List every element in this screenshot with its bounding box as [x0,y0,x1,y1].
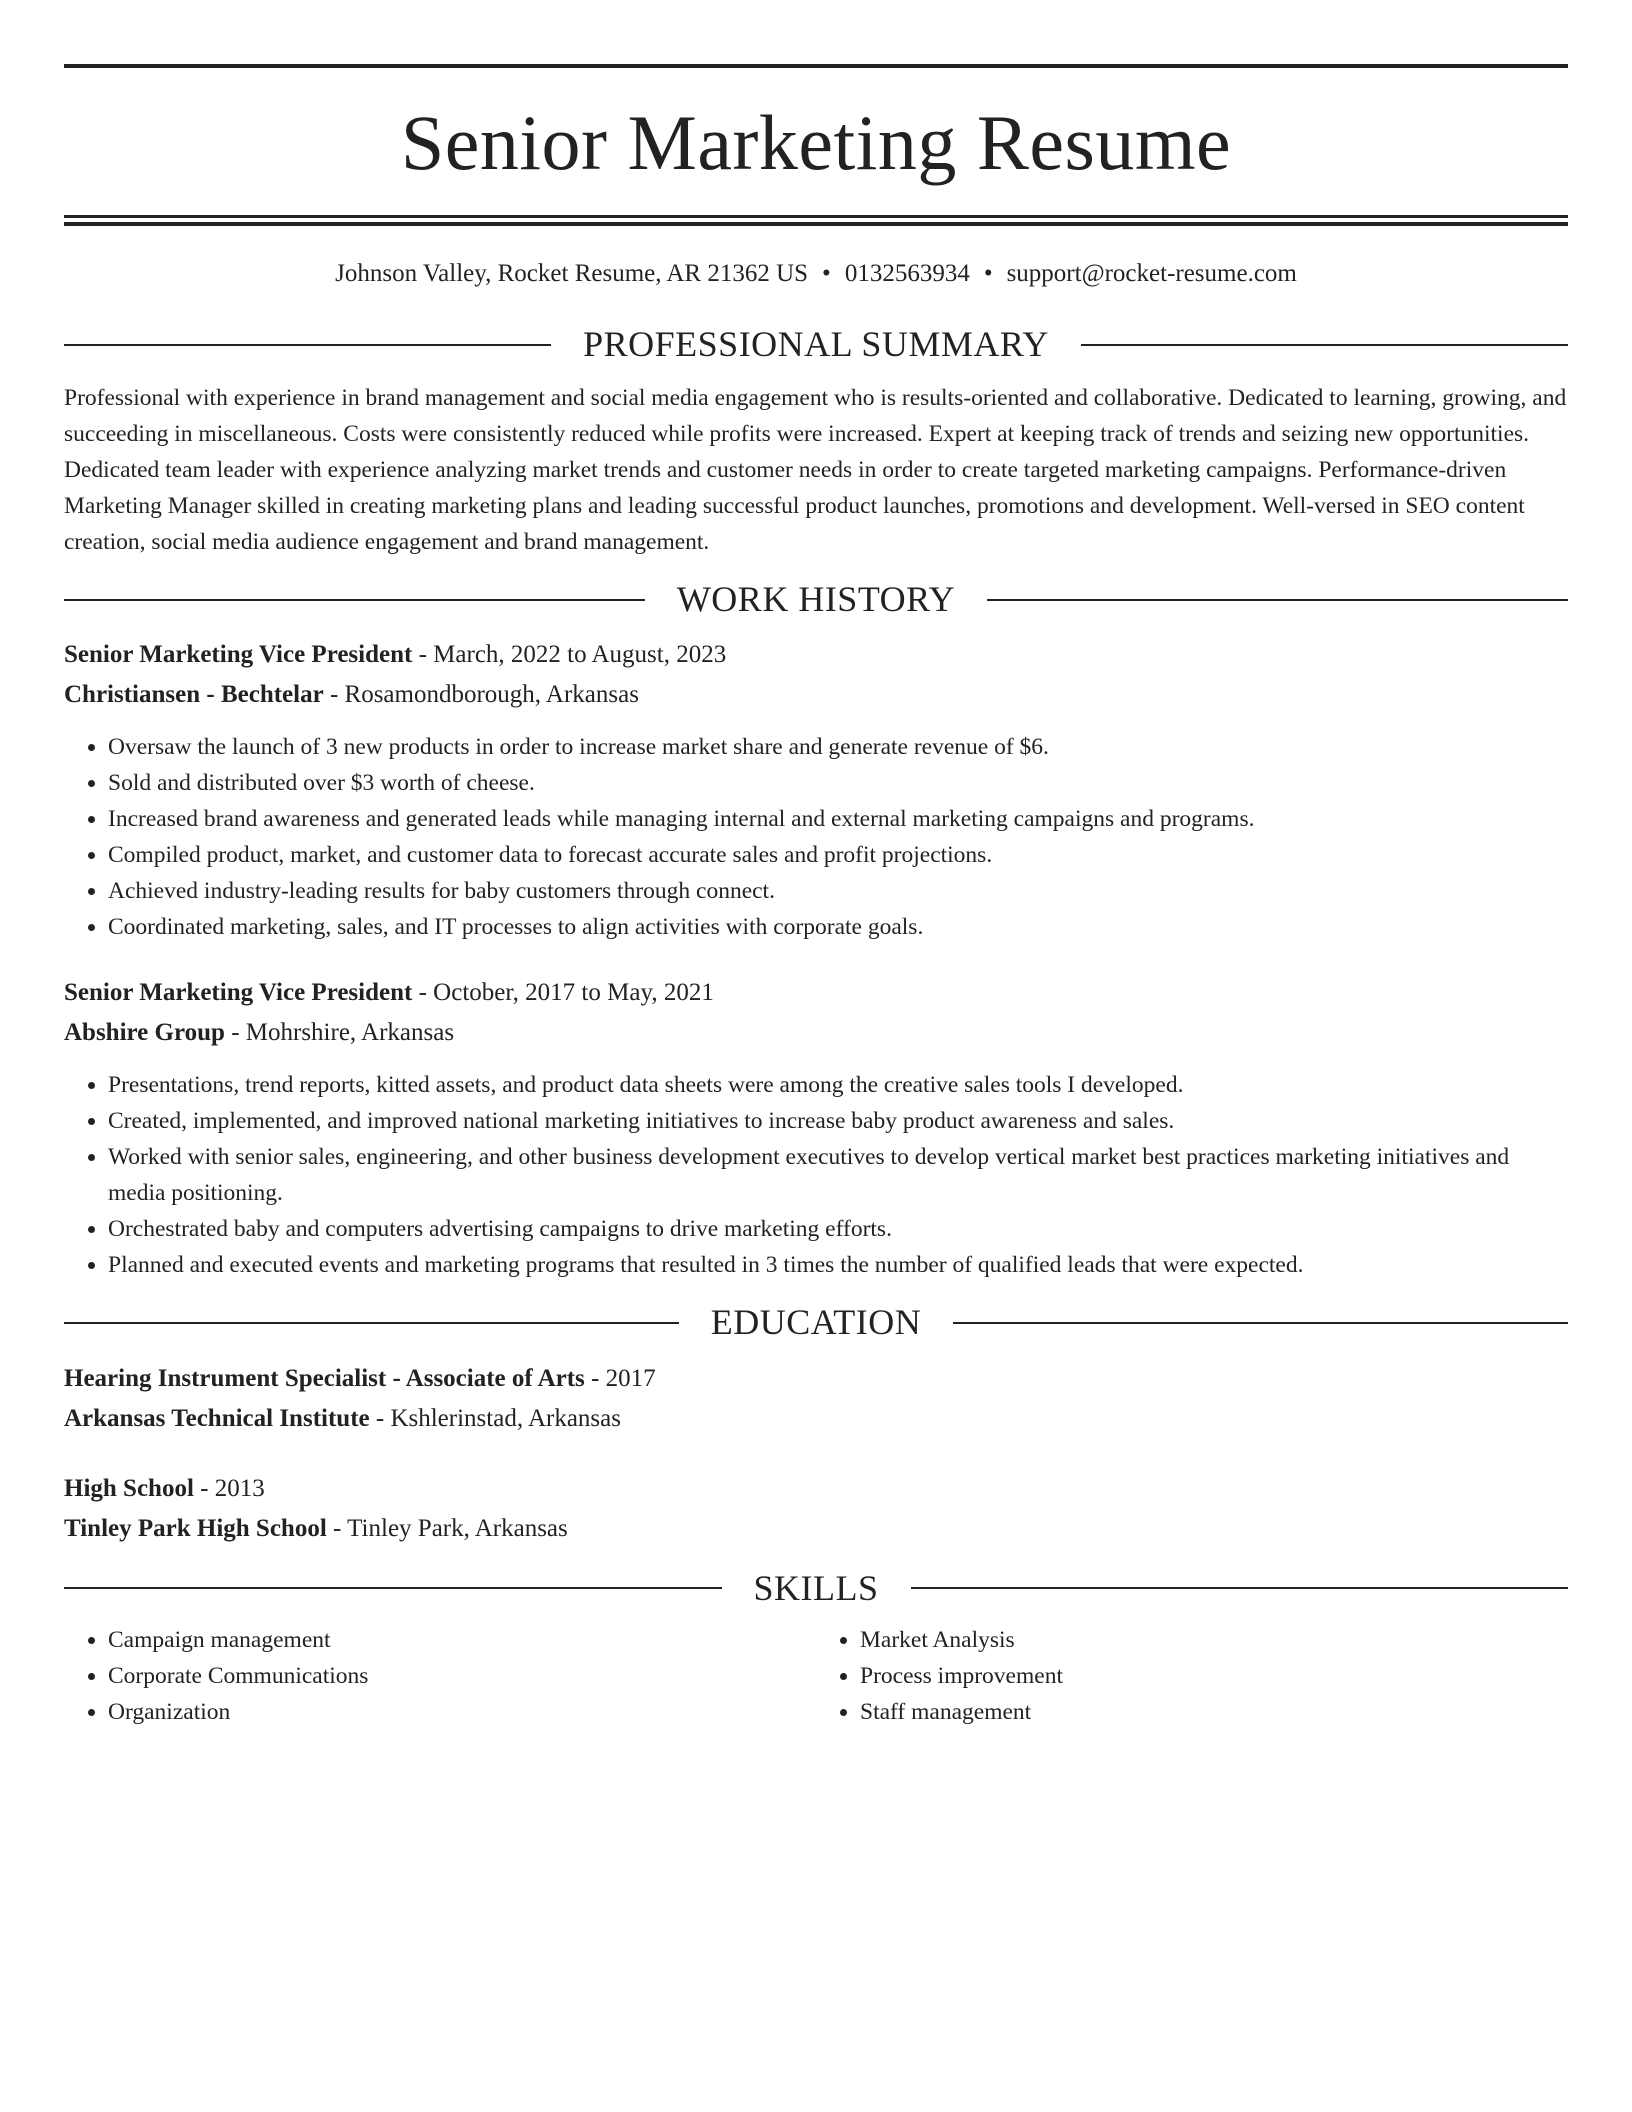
job-title: Senior Marketing Vice President [64,641,413,669]
skill-item: • Market Analysis [860,1622,1568,1658]
job-2-bullets [64,1067,1568,1283]
list-item: • Achieved industry-leading results for baby customers through connect. [108,873,1568,909]
title-double-rule [64,215,1568,226]
job-company-line [64,675,1568,715]
job-location: - Rosamondborough, Arkansas [323,681,639,709]
job-location: - Mohrshire, Arkansas [224,1019,455,1047]
skill-item: • Corporate Communications [108,1658,816,1694]
heading-rule-right [987,599,1568,601]
page-title: Senior Marketing Resume [400,99,1232,186]
degree-line [64,1469,1568,1509]
list-item: • Created, implemented, and improved national marketing initiatives to increase baby product awareness and sales. [108,1103,1568,1139]
school-line [64,1399,1568,1439]
job-dates: - March, 2022 to August, 2023 [412,641,727,669]
heading-rule-left [64,1322,679,1324]
list-item: • Presentations, trend reports, kitted assets, and product data sheets were among the creative sales tools I developed. [108,1067,1568,1103]
contact-email: support@rocket-resume.com [1006,260,1297,287]
heading-rule-left [64,344,551,346]
skill-item: • Organization [108,1694,816,1730]
summary-text: Professional with experience in brand management and social media engagement who is results-oriented and collaborative. Dedicated to learning, growing, and succeeding in miscellaneous. Costs were consistently reduced while profits were increased. Expert at keeping track of trends and seizing new opportunities. Dedicated team leader with experience analyzing market trends and customer needs in order to create targeted marketing campaigns. Performance-driven Marketing Manager skilled in creating marketing plans and leading successful product launches, promotions and development. Well-versed in SEO content creation, social media audience engagement and brand management. [64,385,1567,556]
skill-item: • Process improvement [860,1658,1568,1694]
degree-year: - 2017 [584,1364,656,1392]
job-1-bullets [64,729,1568,945]
school-location: - Tinley Park, Arkansas [326,1514,568,1542]
contact-address: Johnson Valley, Rocket Resume, AR 21362 US [335,260,809,287]
top-rule [64,64,1568,68]
job-dates: - October, 2017 to May, 2021 [412,979,714,1007]
degree-year: - 2013 [193,1474,265,1502]
degree: Hearing Instrument Specialist - Associate of Arts [64,1364,585,1392]
heading-rule-left [64,1587,722,1589]
contact-phone: 0132563934 [844,260,970,287]
school: Tinley Park High School [64,1514,327,1542]
school-line [64,1509,1568,1549]
list-item: • Coordinated marketing, sales, and IT processes to align activities with corporate goals. [108,909,1568,945]
job-title-line [64,635,1568,675]
job-title: Senior Marketing Vice President [64,979,413,1007]
work-section-heading [64,578,1568,621]
education-entry-1 [64,1359,1568,1439]
degree: High School [64,1474,194,1502]
contact-separator: • [983,260,993,287]
job-entry-1 [64,635,1568,715]
school: Arkansas Technical Institute [64,1404,370,1432]
degree-line [64,1359,1568,1399]
list-item: • Oversaw the launch of 3 new products in order to increase market share and generate revenue of $6. [108,729,1568,765]
list-item: • Sold and distributed over $3 worth of cheese. [108,765,1568,801]
list-item: • Orchestrated baby and computers advertising campaigns to drive marketing efforts. [108,1211,1568,1247]
skills-section-heading [64,1567,1568,1610]
heading-rule-right [953,1322,1568,1324]
heading-rule-right [911,1587,1569,1589]
contact-line [64,259,1568,289]
job-company: Abshire Group [64,1019,225,1047]
heading-rule-right [1081,344,1568,346]
skill-item: • Staff management [860,1694,1568,1730]
summary-section-heading [64,323,1568,366]
job-company: Christiansen - Bechtelar [64,681,324,709]
school-location: - Kshlerinstad, Arkansas [369,1404,621,1432]
contact-separator: • [822,260,831,287]
skills-heading: SKILLS [753,1567,879,1608]
list-item: • Worked with senior sales, engineering, and other business development executives to develop vertical market best practices marketing initiatives and media positioning. [108,1139,1568,1211]
job-company-line [64,1013,1568,1053]
list-item: • Planned and executed events and marketing programs that resulted in 3 times the number of qualified leads that were expected. [108,1247,1568,1283]
skill-item: • Campaign management [108,1622,816,1658]
education-heading: EDUCATION [710,1302,922,1343]
list-item: • Compiled product, market, and customer data to forecast accurate sales and profit projections. [108,837,1568,873]
job-entry-2 [64,973,1568,1053]
skills-left-list [64,1622,816,1730]
summary-heading: PROFESSIONAL SUMMARY [583,324,1049,364]
skills-columns [64,1622,1568,1730]
skills-right-list [816,1622,1568,1730]
job-title-line [64,973,1568,1013]
work-heading: WORK HISTORY [676,579,956,620]
heading-rule-left [64,599,645,601]
list-item: • Increased brand awareness and generated leads while managing internal and external marketing campaigns and programs. [108,801,1568,837]
resume-page [64,64,1568,1730]
education-entry-2 [64,1469,1568,1549]
education-section-heading [64,1301,1568,1344]
